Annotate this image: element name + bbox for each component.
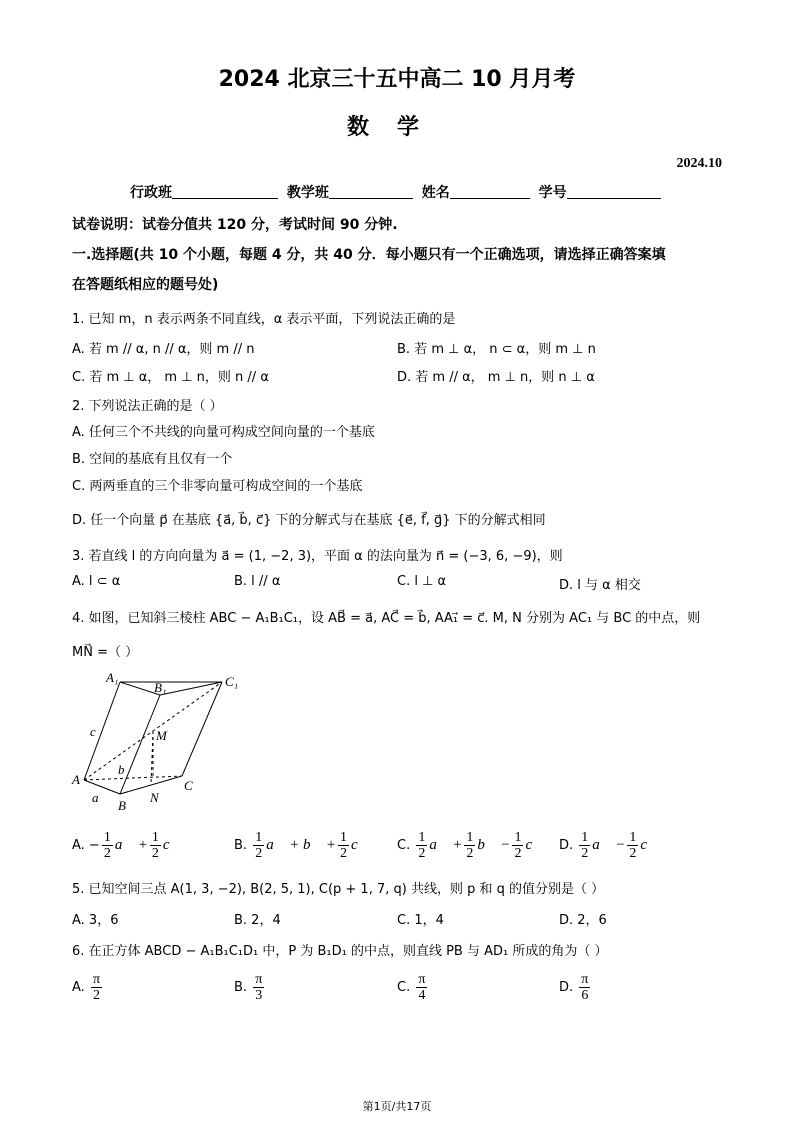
- label-n: N: [150, 790, 159, 805]
- field-teaching-class-label: 教学班: [286, 185, 329, 201]
- field-student-id-blank[interactable]: [567, 184, 661, 199]
- label-m: M: [156, 728, 167, 743]
- q2-option-c: C. 两两垂直的三个非零向量可构成空间的一个基底: [72, 479, 363, 494]
- field-teaching-class-blank[interactable]: [329, 184, 413, 199]
- label-vector-b: b⃗: [118, 762, 135, 777]
- label-vector-c: c⃗: [90, 724, 106, 739]
- q4-option-d: D. $\frac{1}{2}$ a⃗ − $\frac{1}{2}$ c⃗: [559, 830, 659, 861]
- section-heading-line1: 一.选择题(共 10 个小题，每题 4 分，共 40 分．每小题只有一个正确选项，请选择正确答案填: [72, 247, 666, 263]
- q4-option-c: C. $\frac{1}{2}$ a⃗ + $\frac{1}{2}$ b⃗ − $\frac{1}{2}$ c⃗: [397, 830, 544, 861]
- field-name-label: 姓名: [421, 185, 450, 201]
- field-name-blank[interactable]: [450, 184, 530, 199]
- exam-instructions: 试卷说明：试卷分值共 120 分，考试时间 90 分钟.: [72, 217, 398, 233]
- exam-date: 2024.10: [676, 156, 722, 171]
- field-class-label: 行政班: [130, 185, 172, 201]
- q5-option-c: C. 1，4: [397, 913, 444, 928]
- q2-option-a: A. 任何三个不共线的向量可构成空间向量的一个基底: [72, 425, 375, 440]
- q6-option-c: C. $\frac{\pi}{4}$: [397, 972, 426, 1003]
- subject-heading: 数学: [346, 115, 447, 140]
- q3-option-b: B. l // α: [234, 574, 281, 589]
- q5-option-d: D. 2，6: [559, 913, 607, 928]
- q4-stem: 4. 如图，已知斜三棱柱 ABC − A₁B₁C₁，设 AB⃗ = a⃗, AC⃗ = b⃗, AA₁⃗ = c⃗. M, N 分别为 AC₁ 与 BC 的中点，则: [72, 611, 701, 626]
- label-a: A: [72, 772, 80, 787]
- q1-option-b: B. 若 m ⊥ α， n ⊂ α，则 m ⊥ n: [397, 342, 596, 357]
- q2-option-b: B. 空间的基底有且仅有一个: [72, 452, 233, 467]
- q5-option-a: A. 3，6: [72, 913, 119, 928]
- q3-option-d: D. l 与 α 相交: [559, 578, 641, 593]
- field-class-blank[interactable]: [172, 184, 278, 199]
- student-info-line: [130, 182, 665, 202]
- prism-figure: [70, 668, 250, 818]
- q1-option-a: A. 若 m // α, n // α，则 m // n: [72, 342, 255, 357]
- q2-stem: 2. 下列说法正确的是（ ）: [72, 399, 223, 414]
- page-footer: 第1页/共17页: [362, 1100, 432, 1113]
- q6-option-b: B. $\frac{\pi}{3}$: [234, 972, 263, 1003]
- q3-option-c: C. l ⊥ α: [397, 574, 447, 589]
- q5-option-b: B. 2，4: [234, 913, 281, 928]
- label-c1: C₁: [225, 674, 239, 689]
- q6-option-d: D. $\frac{\pi}{6}$: [559, 972, 589, 1003]
- label-c: C: [184, 778, 193, 793]
- label-b1: B₁: [154, 680, 167, 695]
- q1-option-d: D. 若 m // α， m ⊥ n，则 n ⊥ α: [397, 370, 595, 385]
- label-b: B: [118, 798, 126, 813]
- label-vector-a: a⃗: [92, 790, 109, 805]
- q3-stem: 3. 若直线 l 的方向向量为 a⃗ = (1, −2, 3)，平面 α 的法向量为 n⃗ = (−3, 6, −9)，则: [72, 549, 563, 564]
- q6-option-a: A. $\frac{\pi}{2}$: [72, 972, 101, 1003]
- q1-stem: 1. 已知 m，n 表示两条不同直线，α 表示平面，下列说法正确的是: [72, 312, 456, 327]
- label-a1: A₁: [106, 670, 119, 685]
- q4-option-a: A. − $\frac{1}{2}$ a⃗ + $\frac{1}{2}$ c⃗: [72, 830, 182, 861]
- q2-option-d: D. 任一个向量 p⃗ 在基底 {a⃗, b⃗, c⃗} 下的分解式与在基底 {e⃗, f⃗, g⃗} 下的分解式相同: [72, 513, 546, 528]
- edge-bb1: [120, 695, 160, 794]
- field-student-id-label: 学号: [538, 185, 567, 201]
- q4-option-b: B. $\frac{1}{2}$ a⃗ + b⃗ + $\frac{1}{2}$ c⃗: [234, 830, 370, 861]
- exam-title: 2024 北京三十五中高二 10 月月考: [218, 67, 576, 92]
- section-heading-line2: 在答题纸相应的题号处): [72, 277, 219, 293]
- q5-stem: 5. 已知空间三点 A(1, 3, −2), B(2, 5, 1), C(p + 1, 7, q) 共线，则 p 和 q 的值分别是（ ）: [72, 882, 605, 897]
- q3-option-a: A. l ⊂ α: [72, 574, 121, 589]
- q1-option-c: C. 若 m ⊥ α， m ⊥ n，则 n // α: [72, 370, 269, 385]
- q4-stem-continued: MN⃗ =（ ）: [72, 645, 139, 660]
- q6-stem: 6. 在正方体 ABCD − A₁B₁C₁D₁ 中，P 为 B₁D₁ 的中点，则直线 PB 与 AD₁ 所成的角为（ ）: [72, 944, 608, 959]
